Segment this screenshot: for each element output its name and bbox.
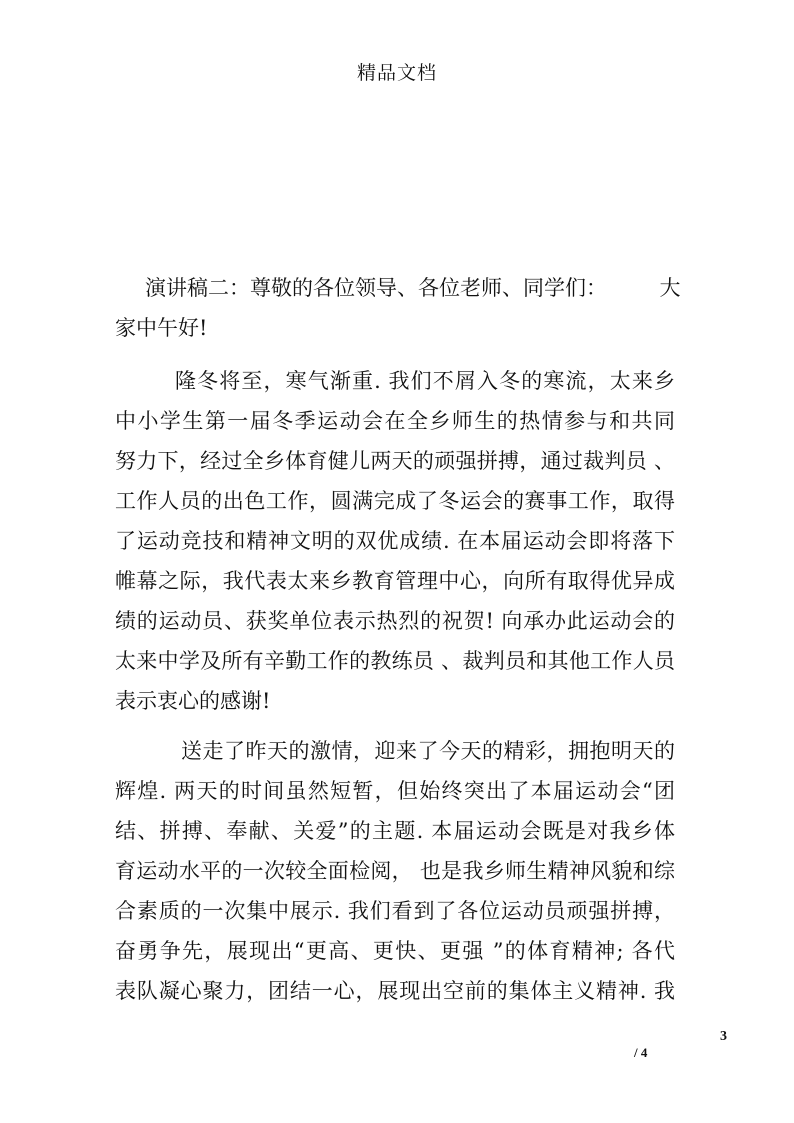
text-line: 演讲稿二：尊敬的各位领导、各位老师、同学们： 大 bbox=[145, 276, 681, 300]
text-line: 了运动竞技和精神文明的双优成绩. 在本届运动会即将落下 bbox=[115, 529, 675, 553]
text-line: 太来中学及所有辛勤工作的教练员 、裁判员和其他工作人员 bbox=[115, 649, 675, 673]
text-line: 表示衷心的感谢! bbox=[115, 689, 271, 713]
text-line: 育运动水平的一次较全面检阅， 也是我乡师生精神风貌和综 bbox=[115, 859, 675, 883]
text-line: 工作人员的出色工作，圆满完成了冬运会的赛事工作，取得 bbox=[115, 489, 675, 513]
text-line: 辉煌. 两天的时间虽然短暂，但始终突出了本届运动会“团 bbox=[115, 779, 675, 803]
text-line: 表队凝心聚力，团结一心，展现出空前的集体主义精神. 我 bbox=[115, 979, 675, 1003]
text-line: 帷幕之际，我代表太来乡教育管理中心，向所有取得优异成 bbox=[115, 569, 675, 593]
text-line: 绩的运动员、获奖单位表示热烈的祝贺! 向承办此运动会的 bbox=[115, 609, 675, 633]
text-line: 家中午好! bbox=[115, 316, 208, 340]
text-line: 奋勇争先，展现出“更高、更快、更强 ”的体育精神; 各代 bbox=[115, 939, 675, 963]
text-line: 中小学生第一届冬季运动会在全乡师生的热情参与和共同 bbox=[115, 409, 675, 433]
page-header: 精品文档 bbox=[356, 62, 437, 84]
page-total: / 4 bbox=[634, 1045, 648, 1060]
text-line: 送走了昨天的激情，迎来了今天的精彩，拥抱明天的 bbox=[181, 739, 675, 763]
text-line: 隆冬将至，寒气渐重. 我们不屑入冬的寒流，太来乡 bbox=[175, 369, 675, 393]
text-line: 努力下，经过全乡体育健儿两天的顽强拼搏，通过裁判员 、 bbox=[115, 449, 675, 473]
text-line: 结、拼搏、奉献、关爱”的主题. 本届运动会既是对我乡体 bbox=[115, 819, 675, 843]
page-number: 3 bbox=[720, 1029, 727, 1044]
text-line: 合素质的一次集中展示. 我们看到了各位运动员顽强拼搏， bbox=[115, 899, 675, 923]
